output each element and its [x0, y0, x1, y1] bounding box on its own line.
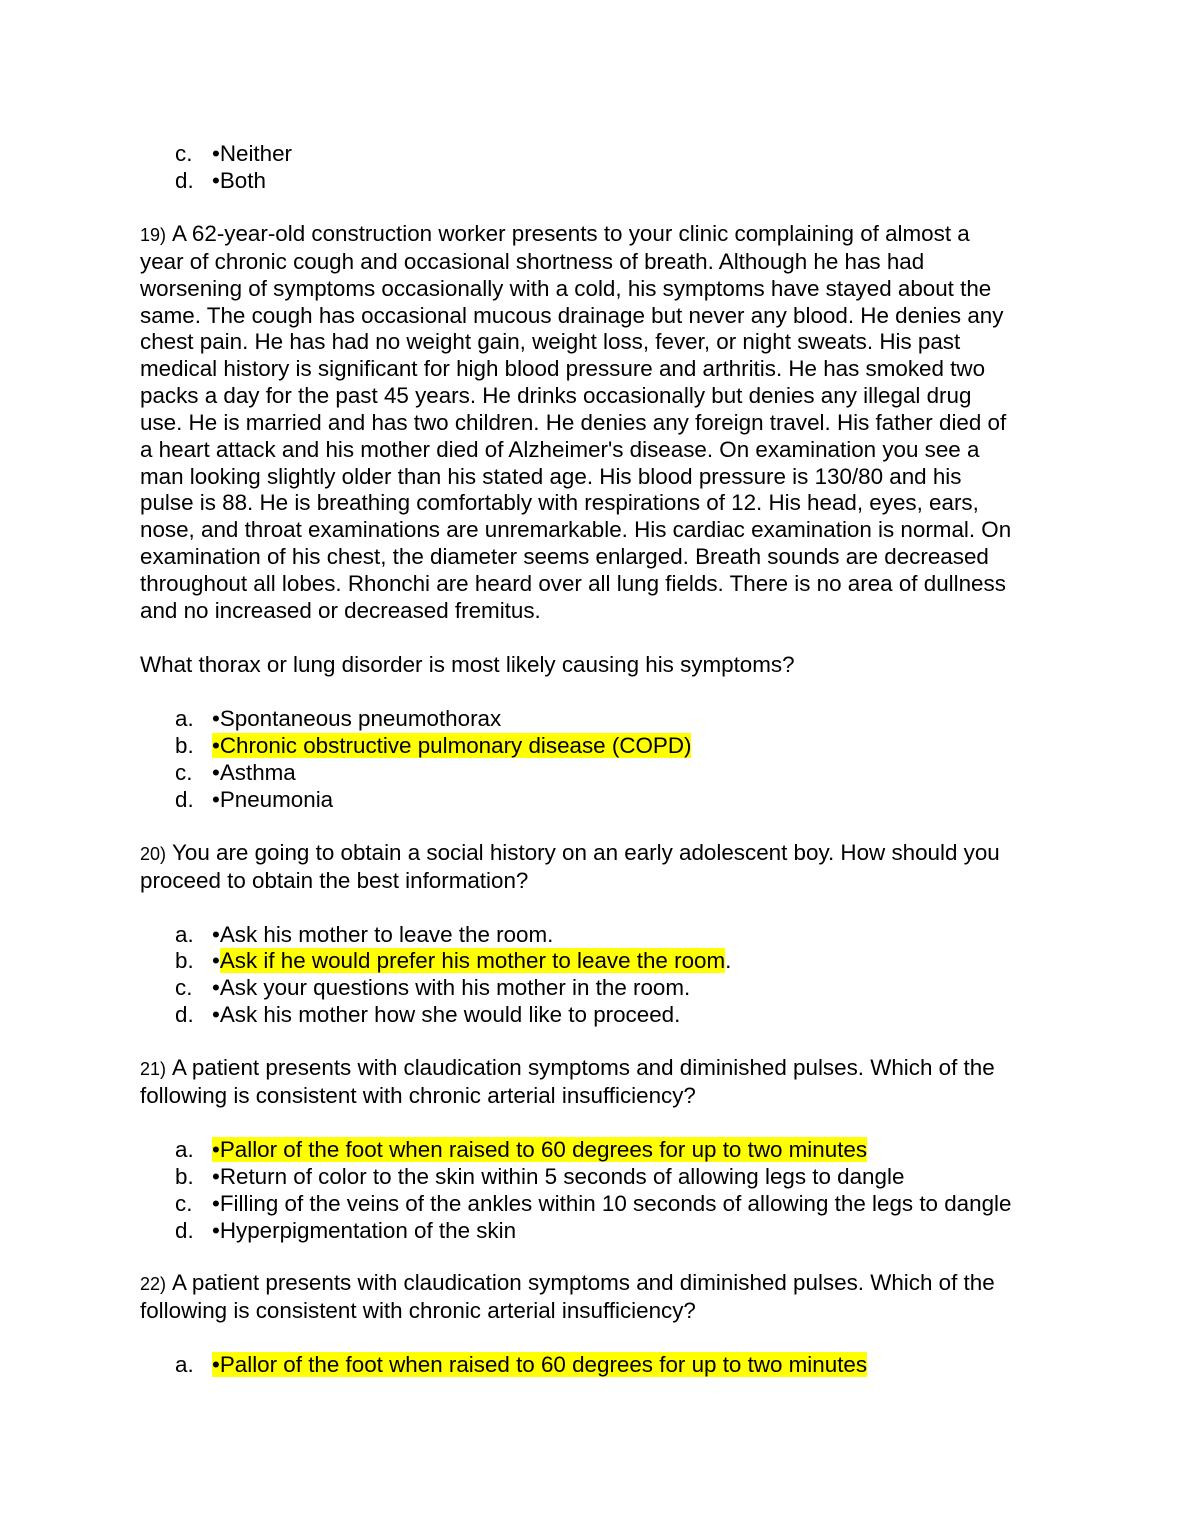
option-text: •Asthma [212, 760, 296, 785]
option-text: •Neither [212, 141, 293, 166]
option-text: •Both [212, 168, 266, 193]
question-19-prompt: What thorax or lung disorder is most likely causing his symptoms? [140, 652, 795, 677]
option-c [175, 140, 292, 167]
stem-line: following is consistent with chronic arterial insufficiency? [140, 1297, 696, 1323]
option-d [175, 1217, 516, 1244]
option-letter: a. [175, 922, 194, 947]
stem-line: 22) A patient presents with claudication symptoms and diminished pulses. Which of the [140, 1270, 1060, 1298]
option-letter: b. [175, 1164, 194, 1189]
option-text: •Ask his mother to leave the room. [212, 922, 554, 947]
question-21-stem [140, 1055, 1060, 1110]
option-a [175, 705, 501, 732]
question-19-stem [140, 221, 1060, 625]
stem-line: same. The cough has occasional mucous drainage but never any blood. He denies any [140, 302, 1004, 328]
highlighted-answer: •Pallor of the foot when raised to 60 degrees for up to two minutes [212, 1137, 868, 1162]
option-a-correct [175, 1351, 867, 1378]
stem-line: use. He is married and has two children. He denies any foreign travel. His father died of [140, 409, 1007, 435]
option-letter: d. [175, 1218, 194, 1243]
stem-line: worsening of symptoms occasionally with a cold, his symptoms have stayed about the [140, 275, 992, 301]
highlighted-answer: •Chronic obstructive pulmonary disease (COPD) [212, 733, 692, 758]
stem-line: packs a day for the past 45 years. He drinks occasionally but denies any illegal drug [140, 383, 972, 409]
option-c [175, 974, 690, 1001]
stem-line: proceed to obtain the best information? [140, 867, 529, 893]
option-letter: a. [175, 1352, 194, 1377]
option-bullet: • [212, 948, 220, 973]
option-c [175, 1190, 1011, 1217]
option-d [175, 1001, 680, 1028]
option-c [175, 759, 296, 786]
stem-line: following is consistent with chronic arterial insufficiency? [140, 1082, 696, 1108]
stem-line: pulse is 88. He is breathing comfortably with respirations of 12. His head, eyes, ears, [140, 490, 979, 516]
option-text: •Hyperpigmentation of the skin [212, 1218, 517, 1243]
stem-line: a heart attack and his mother died of Alzheimer's disease. On examination you see a [140, 436, 980, 462]
option-text: •Return of color to the skin within 5 seconds of allowing legs to dangle [212, 1164, 905, 1189]
option-letter: a. [175, 706, 194, 731]
option-b [175, 1163, 904, 1190]
highlighted-answer: Ask if he would prefer his mother to leave the room [219, 948, 726, 973]
question-number: 21) [140, 1059, 167, 1079]
option-letter: b. [175, 948, 194, 973]
option-letter: d. [175, 1002, 194, 1027]
stem-line: man looking slightly older than his stated age. His blood pressure is 130/80 and his [140, 463, 962, 489]
option-letter: c. [175, 975, 193, 1000]
option-a-correct [175, 1136, 867, 1163]
question-20-stem [140, 840, 1060, 895]
option-letter: b. [175, 733, 194, 758]
question-number: 19) [140, 225, 167, 245]
stem-line: medical history is significant for high blood pressure and arthritis. He has smoked two [140, 356, 986, 382]
question-number: 22) [140, 1274, 167, 1294]
option-b-correct [175, 732, 691, 759]
option-b-correct [175, 947, 731, 974]
stem-line: year of chronic cough and occasional shortness of breath. Although he has had [140, 248, 925, 274]
option-d [175, 167, 266, 194]
option-text: •Ask your questions with his mother in the room. [212, 975, 691, 1000]
option-text: •Filling of the veins of the ankles within 10 seconds of allowing the legs to dangle [212, 1191, 1012, 1216]
option-letter: d. [175, 787, 194, 812]
option-letter: d. [175, 168, 194, 193]
highlighted-answer: •Pallor of the foot when raised to 60 degrees for up to two minutes [212, 1352, 868, 1377]
option-text: •Spontaneous pneumothorax [212, 706, 502, 731]
option-letter: c. [175, 1191, 193, 1216]
question-22-stem [140, 1270, 1060, 1325]
stem-line: 21) A patient presents with claudication symptoms and diminished pulses. Which of the [140, 1055, 1060, 1083]
option-letter: c. [175, 760, 193, 785]
stem-line: and no increased or decreased fremitus. [140, 597, 541, 623]
stem-line: 19) A 62-year-old construction worker presents to your clinic complaining of almost a [140, 221, 1060, 249]
option-letter: c. [175, 141, 193, 166]
stem-line: 20) You are going to obtain a social history on an early adolescent boy. How should you [140, 840, 1060, 868]
question-number: 20) [140, 844, 167, 864]
option-d [175, 786, 333, 813]
stem-line: examination of his chest, the diameter seems enlarged. Breath sounds are decreased [140, 544, 989, 570]
option-suffix: . [725, 948, 732, 973]
option-a [175, 921, 553, 948]
option-text: •Ask his mother how she would like to proceed. [212, 1002, 681, 1027]
stem-line: nose, and throat examinations are unremarkable. His cardiac examination is normal. On [140, 517, 1012, 543]
stem-line: chest pain. He has had no weight gain, weight loss, fever, or night sweats. His past [140, 329, 961, 355]
option-letter: a. [175, 1137, 194, 1162]
stem-line: throughout all lobes. Rhonchi are heard over all lung fields. There is no area of dullness [140, 570, 1006, 596]
option-text: •Pneumonia [212, 787, 334, 812]
